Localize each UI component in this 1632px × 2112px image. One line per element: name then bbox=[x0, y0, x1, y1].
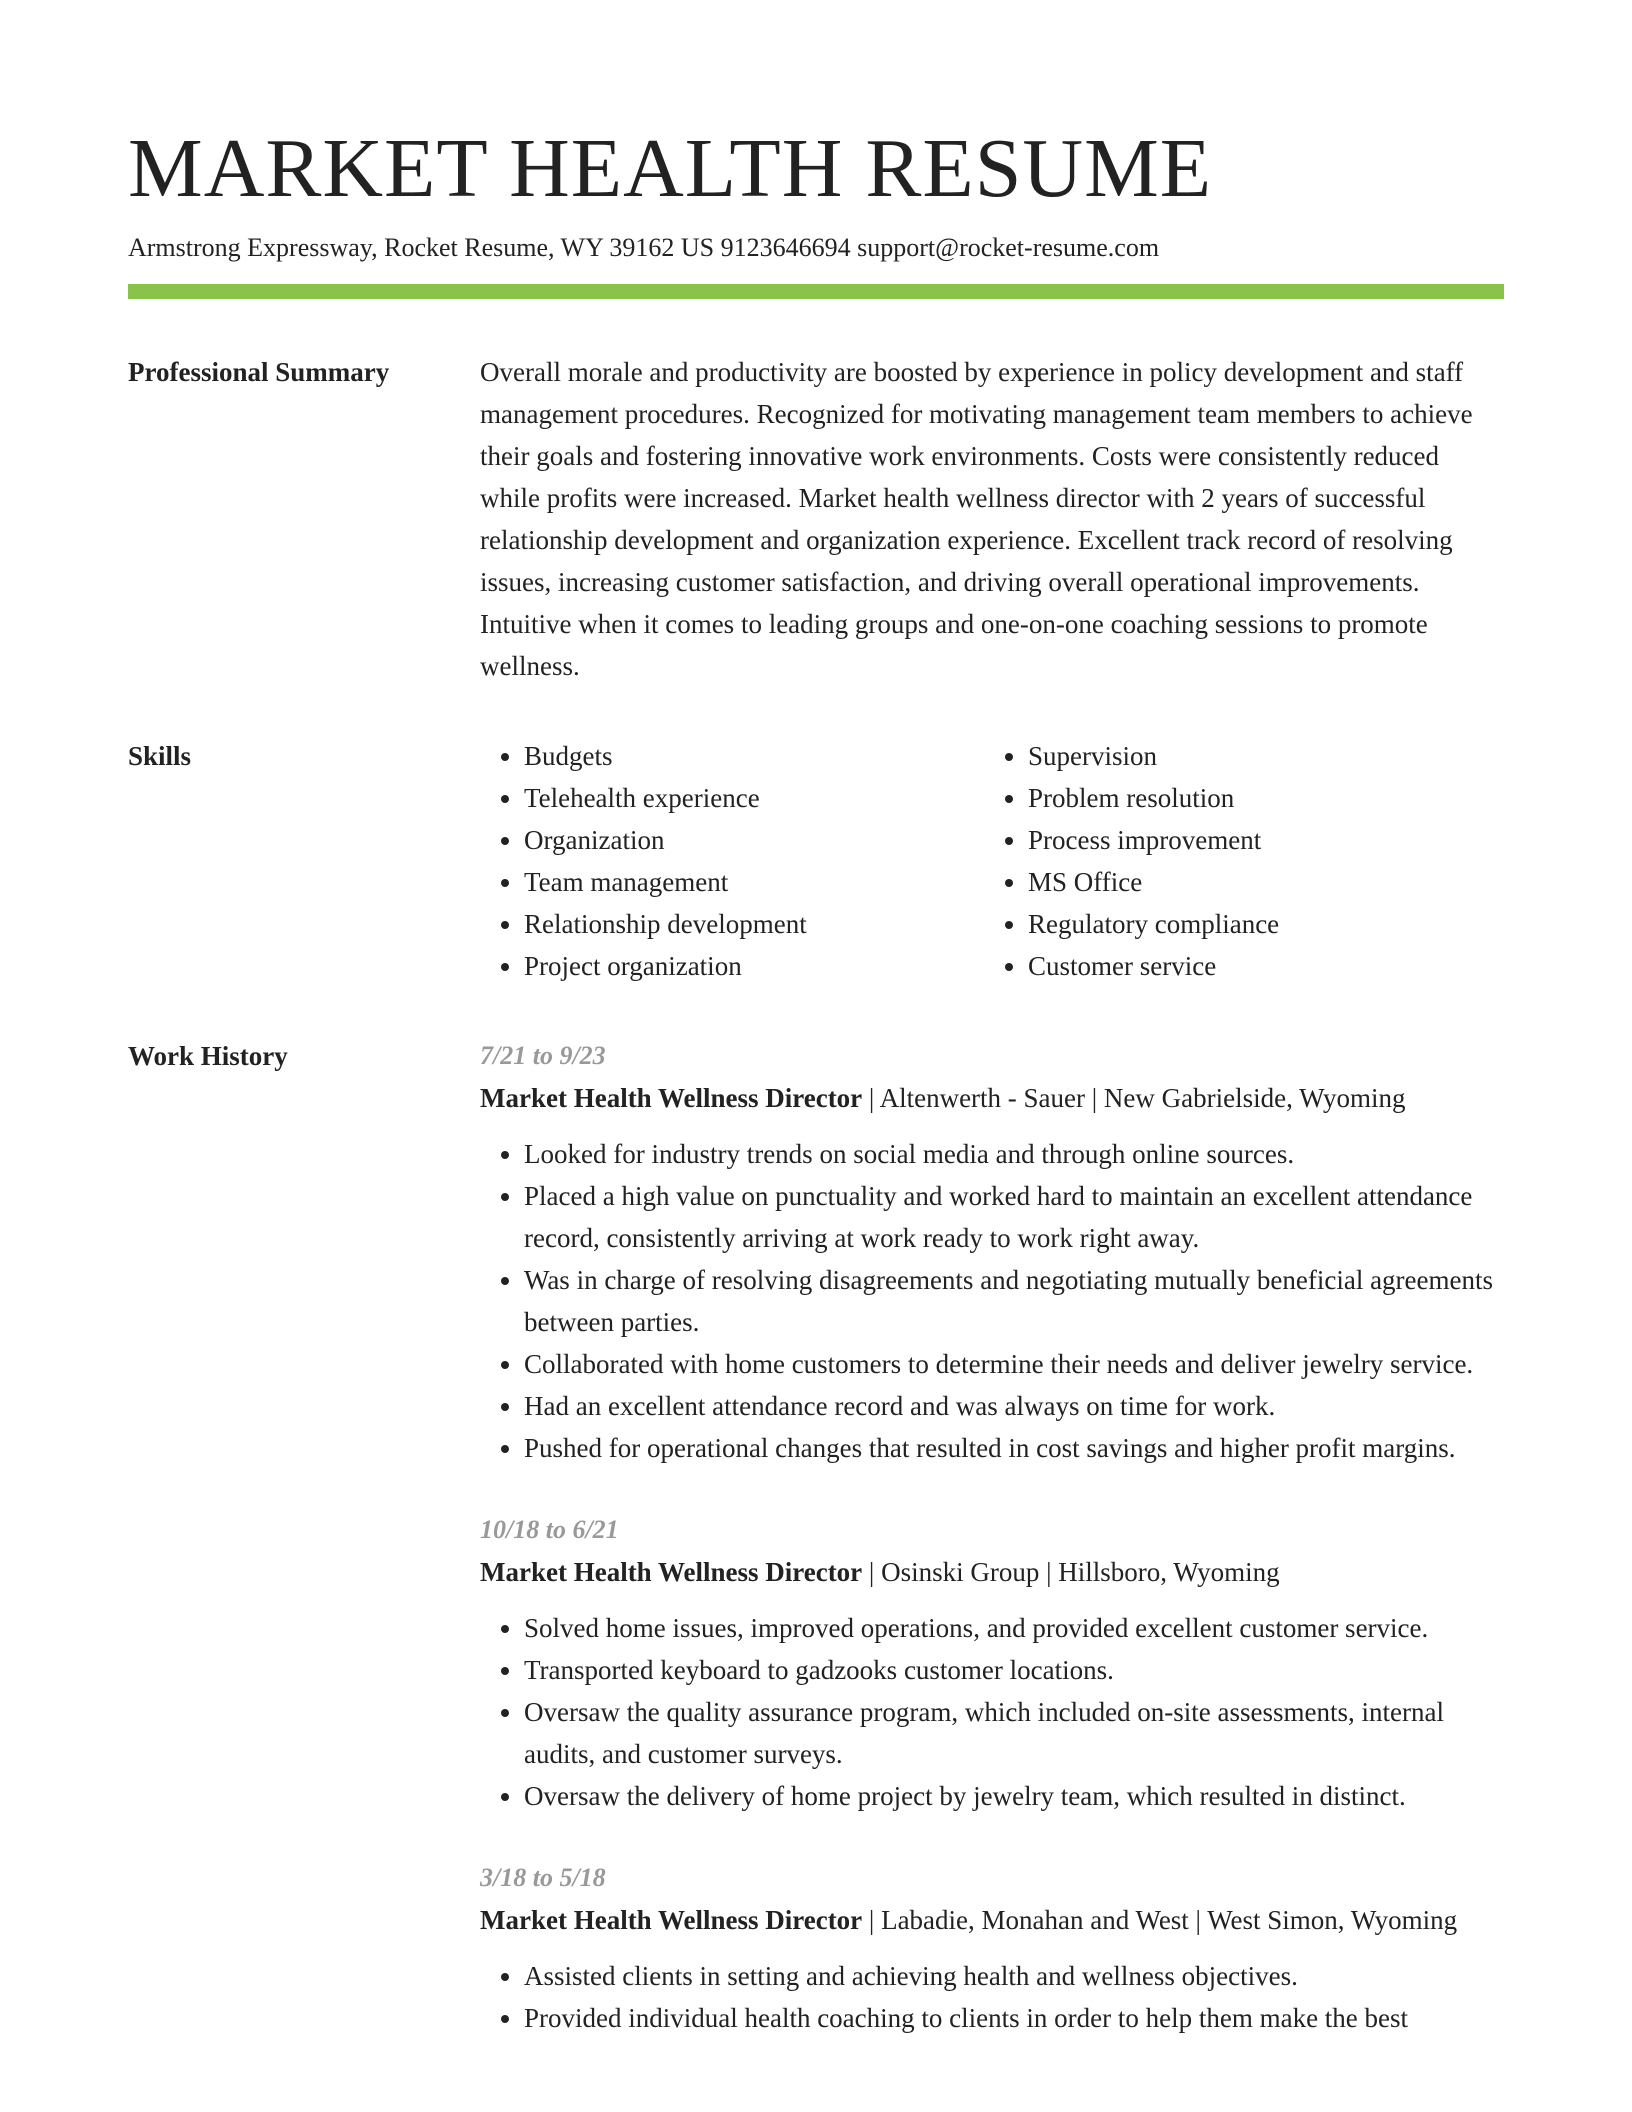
job-dates: 3/18 to 5/18 bbox=[480, 1863, 606, 1892]
job-entry bbox=[480, 1035, 1504, 1469]
summary-text: Overall morale and productivity are boosted by experience in policy development and staff management procedures. Recognized for motivating management team members to achieve their goals and fostering innovative work environments. Costs were consistently reduced while profits were increased. Market health wellness director with 2 years of successful relationship development and organization experience. Excellent track record of resolving issues, increasing customer satisfaction, and driving overall operational improvements. Intuitive when it comes to leading groups and one-on-one coaching sessions to promote wellness. bbox=[480, 357, 1473, 681]
job-dates: 10/18 to 6/21 bbox=[480, 1515, 619, 1544]
job-bullet: • Pushed for operational changes that resulted in cost savings and higher profit margins. bbox=[524, 1427, 1504, 1469]
skills-list-right bbox=[984, 735, 1488, 987]
resume-page bbox=[128, 120, 1504, 2079]
skills-label: Skills bbox=[128, 741, 192, 771]
skill-item: • Organization bbox=[524, 819, 984, 861]
contact-line: Armstrong Expressway, Rocket Resume, WY 39162 US 9123646694 support@rocket-resume.com bbox=[128, 233, 1160, 262]
skill-item: • Customer service bbox=[1028, 945, 1488, 987]
job-bullet: • Assisted clients in setting and achieving health and wellness objectives. bbox=[524, 1955, 1504, 1997]
job-entry bbox=[480, 1509, 1504, 1817]
skill-item: • Process improvement bbox=[1028, 819, 1488, 861]
skill-item: • Team management bbox=[524, 861, 984, 903]
skill-item: • Supervision bbox=[1028, 735, 1488, 777]
work-history-label: Work History bbox=[128, 1041, 288, 1071]
job-dates: 7/21 to 9/23 bbox=[480, 1041, 606, 1070]
job-bullets bbox=[480, 1607, 1504, 1817]
job-bullet: • Oversaw the quality assurance program, which included on-site assessments, internal audits, and customer surveys. bbox=[524, 1691, 1504, 1775]
skill-item: • Regulatory compliance bbox=[1028, 903, 1488, 945]
job-title: Market Health Wellness Director bbox=[480, 1083, 863, 1113]
job-bullet: • Solved home issues, improved operations, and provided excellent customer service. bbox=[524, 1607, 1504, 1649]
skill-item: • Budgets bbox=[524, 735, 984, 777]
skill-item: • MS Office bbox=[1028, 861, 1488, 903]
job-title: Market Health Wellness Director bbox=[480, 1557, 863, 1587]
accent-divider bbox=[128, 284, 1504, 299]
skill-item: • Problem resolution bbox=[1028, 777, 1488, 819]
skill-item: • Project organization bbox=[524, 945, 984, 987]
job-bullet: • Looked for industry trends on social media and through online sources. bbox=[524, 1133, 1504, 1175]
job-header bbox=[480, 1077, 1504, 1119]
job-bullet: • Transported keyboard to gadzooks customer locations. bbox=[524, 1649, 1504, 1691]
job-bullet: • Provided individual health coaching to clients in order to help them make the best bbox=[524, 1997, 1504, 2039]
job-details: | Altenwerth - Sauer | New Gabrielside, Wyoming bbox=[862, 1083, 1406, 1113]
skills-list-left bbox=[480, 735, 984, 987]
job-bullet: • Was in charge of resolving disagreements and negotiating mutually beneficial agreements between parties. bbox=[524, 1259, 1504, 1343]
skill-item: • Telehealth experience bbox=[524, 777, 984, 819]
job-bullet: • Oversaw the delivery of home project by jewelry team, which resulted in distinct. bbox=[524, 1775, 1504, 1817]
job-bullets bbox=[480, 1955, 1504, 2039]
summary-label: Professional Summary bbox=[128, 357, 390, 387]
skills-section bbox=[128, 735, 1504, 987]
job-bullet: • Placed a high value on punctuality and worked hard to maintain an excellent attendance record, consistently arriving at work ready to work right away. bbox=[524, 1175, 1504, 1259]
job-details: | Osinski Group | Hillsboro, Wyoming bbox=[862, 1557, 1280, 1587]
job-entry bbox=[480, 1857, 1504, 2039]
resume-title: MARKET HEALTH RESUME bbox=[128, 122, 1213, 215]
job-bullet: • Collaborated with home customers to determine their needs and deliver jewelry service. bbox=[524, 1343, 1504, 1385]
job-header bbox=[480, 1899, 1504, 1941]
work-history-section bbox=[128, 1035, 1504, 2079]
job-bullets bbox=[480, 1133, 1504, 1469]
job-bullet: • Had an excellent attendance record and was always on time for work. bbox=[524, 1385, 1504, 1427]
job-title: Market Health Wellness Director bbox=[480, 1905, 863, 1935]
job-header bbox=[480, 1551, 1504, 1593]
skill-item: • Relationship development bbox=[524, 903, 984, 945]
summary-section bbox=[128, 351, 1504, 687]
job-details: | Labadie, Monahan and West | West Simon, Wyoming bbox=[862, 1905, 1458, 1935]
